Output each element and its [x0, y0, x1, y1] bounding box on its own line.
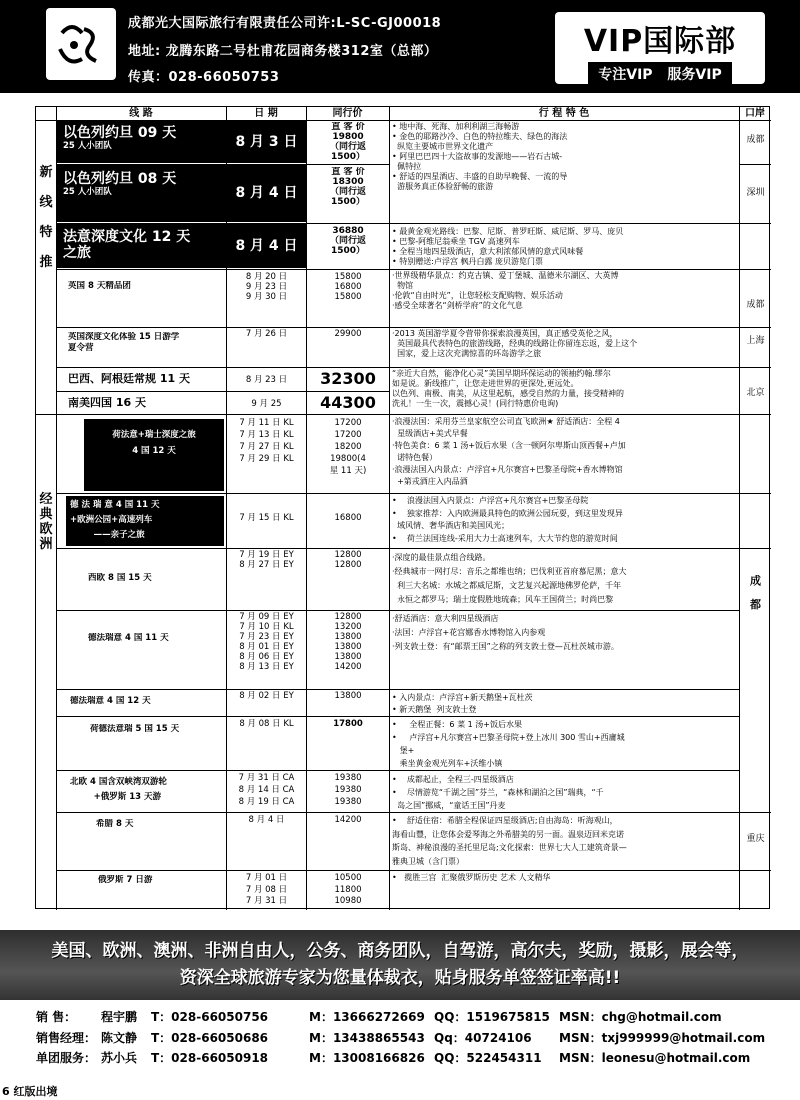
contact-name: 程宇鹏	[101, 1010, 138, 1024]
contact-msn[interactable]: MSN：chg@hotmail.com	[559, 1010, 722, 1024]
route-price: 直 客 价 18300 （同行返 1500）	[329, 167, 366, 207]
contact-qq: QQ：1519675815	[434, 1010, 550, 1024]
route-features: • 浪漫法国入内景点：卢浮宫+凡尔赛宫+巴黎圣母院 • 独家推荐：入内欧洲最具特色的欧洲公园玩耍，到这里发现异 域风情、奢华酒店和美国风光； • 荷兰法国连线-采用大力士高速列车，大大节约您的游览时间	[392, 496, 623, 543]
col-header-price: 同行价	[332, 108, 363, 119]
route-features: ·浪漫法国：采用芬兰皇家航空公司直飞欧洲★ 舒适酒店：全程 4 星级酒店+美式早餐 ·特色美食：6 菜 1 汤+饭后水果（含一顿阿尔卑斯山顶西餐+卢加 诺特色餐） ·浪漫法国入内景点：卢浮宫+凡尔赛宫+巴黎圣母院+香水博物馆 +第戎酒庄入内品酒	[392, 417, 626, 486]
route-name: 西欧 8 国 15 天	[88, 573, 152, 583]
route-price: 13800	[334, 691, 362, 701]
route-date: 7 月 09 日 EY 7 月 10 日 KL 7 月 23 日 EY 8 月 01 日 EY 8 月 06 日 EY 8 月 13 日 EY	[239, 612, 294, 672]
route-features: ·世界级精华景点：约克古镇、爱丁堡城、温德米尔湖区、大英博 物馆 ·伦敦“自由时光”，让您轻松支配购物、娱乐活动 ·感受全球著名“剑桥学府”的文化气息	[392, 271, 619, 310]
route-name: 北欧 4 国含双峡湾双游轮 +俄罗斯 13 天游	[70, 777, 167, 802]
route-price: 36880 （同行返 1500）	[329, 226, 366, 256]
route-port: 成都	[746, 135, 765, 145]
vip-title: VIP国际部	[583, 24, 737, 59]
route-price: 44300	[320, 393, 376, 412]
banner-line-2: 资深全球旅游专家为您量体裁衣，贴身服务单签签证率高!!	[179, 968, 621, 988]
company-address: 地址: 龙腾东路二号杜甫花园商务楼312室（总部）	[128, 44, 438, 59]
route-date: 8 月 08 日 KL	[239, 719, 294, 729]
route-name: 法意深度文化 12 天 之旅	[63, 229, 191, 261]
route-date: 7 月 01 日 7 月 08 日 7 月 31 日	[245, 873, 288, 906]
route-name: 德法瑞意 4 国 12 天	[70, 696, 151, 706]
route-price: 16800	[334, 513, 362, 523]
table-row	[84, 419, 224, 491]
vip-slogan: 专注VIP 服务VIP	[588, 62, 731, 86]
route-name: 巴西、阿根廷常规 11 天	[68, 373, 190, 384]
route-name: 荷德法意瑞 5 国 15 天	[90, 724, 180, 734]
route-date: 7 月 31 日 CA 8 月 14 日 CA 8 月 19 日 CA	[238, 773, 295, 807]
route-port: 深圳	[746, 188, 765, 198]
route-name: 希腊 8 天	[96, 819, 134, 829]
route-date: 7 月 15 日 KL	[239, 513, 294, 523]
contact-tel: T：028-66050686	[151, 1031, 269, 1045]
route-name: 俄罗斯 7 日游	[98, 875, 153, 885]
contact-tel: T：028-66050918	[151, 1051, 269, 1065]
contact-tel: T：028-66050756	[151, 1010, 269, 1024]
category-new-lines: 新 线 特 推	[39, 165, 53, 270]
route-features: • 最黄金观光路线：巴黎、尼斯、普罗旺斯、威尼斯、罗马、庞贝 • 巴黎-阿维尼翁乘坐 TGV 高速列车 • 全程当地四星级酒店，意大利浓郁风情的意式风味餐 • 特别赠送:卢浮宫 枫丹白露 庞贝游览门票	[392, 227, 624, 266]
contact-msn[interactable]: MSN：txj999999@hotmail.com	[559, 1031, 766, 1045]
route-sub: 25 人小团队	[63, 187, 112, 197]
route-price: 14200	[334, 815, 362, 825]
route-name: 南美四国 16 天	[68, 397, 146, 408]
company-license: 成都光大国际旅行有限责任公司许:L-SC-GJ00018	[128, 16, 442, 31]
route-name: 英国 8 天精品团	[68, 281, 131, 291]
route-features: ·2013 英国游学夏令营带你探索浪漫英国，真正感受英伦之风， 英国最具代表特色的旅游线路，经典的线路让你留连忘返，爱上这个 国家，爱上这次充满惊喜的环岛游学之旅	[392, 329, 638, 358]
company-fax: 传真：028-66050753	[128, 70, 280, 85]
contact-mobile: M：13438865543	[309, 1031, 425, 1045]
route-price: 直 客 价 19800 （同行返 1500）	[329, 122, 366, 162]
route-price: 17800	[333, 719, 363, 729]
contact-role: 销售经理：	[36, 1031, 97, 1045]
route-date: 8 月 4 日	[227, 224, 306, 268]
header-bar	[0, 0, 800, 93]
route-features: • 舒适住宿：希腊全程保证四星级酒店;自由海岛：听海观山， 海看山豐，让您体会爱琴海之外希腊美的另一面。温泉迈回米克诺 斯岛、神秘浪漫的圣托里尼岛;文化探索：世界七大人工建筑奇景— 雅典卫城（含门票）	[392, 816, 627, 866]
route-name: 以色列约旦 08 天	[63, 171, 177, 187]
route-sub: 25 人小团队	[63, 141, 112, 151]
logo-icon	[52, 15, 110, 73]
route-port: 重庆	[746, 834, 765, 844]
route-date: 8 月 4 日	[227, 165, 306, 222]
col-header-port: 口岸	[745, 108, 765, 119]
route-features: • 入内景点：卢浮宫+新天鹅堡+瓦杜茨 • 新天鹅堡 列支敦士登	[392, 693, 533, 714]
route-name: 德 法 瑞 意 4 国 11 天 +欧洲公园+高速列车 ——亲子之旅	[70, 500, 160, 540]
route-date: 9 月 25	[251, 399, 282, 409]
contact-qq: Qq：40724106	[434, 1031, 532, 1045]
route-price: 10500 11800 10980	[334, 873, 362, 906]
route-features: ·舒适酒店：意大利四星级酒店 ·法国：卢浮宫+花宫娜香水博物馆入内参观 ·列支敦士登：有“邮票王国”之称的列支敦士登—瓦杜茨城市游。	[392, 614, 619, 651]
route-name: 德法瑞意 4 国 11 天	[88, 633, 169, 643]
route-name: 英国深度文化体验 15 日游学 夏令营	[68, 332, 180, 353]
page-footer: 6 红版出境	[2, 1085, 58, 1098]
company-logo	[46, 8, 116, 80]
route-date: 7 月 26 日	[245, 329, 288, 339]
route-price: 12800 12800	[334, 550, 362, 570]
table-row	[57, 121, 226, 163]
route-price: 15800 16800 15800	[334, 272, 362, 302]
route-price: 32300	[320, 369, 376, 388]
col-header-date: 日 期	[254, 108, 278, 119]
route-features: “亲近大自然，能净化心灵”美国早期环保运动的领袖约翰.缪尔 如是说。新线推广，让您走进世界的更深处,更远处。 以色列、南极、南美，从这里起航，感受自然的力量，接受精神的 洗礼！一生一次，震撼心灵！(同行特惠价电询)	[392, 369, 624, 408]
route-port: 北京	[746, 388, 765, 398]
table-row	[57, 224, 226, 268]
contact-qq: QQ：522454311	[434, 1051, 542, 1065]
route-price: 19380 19380 19380	[334, 773, 362, 807]
tour-table	[35, 106, 770, 909]
contact-mobile: M：13666272669	[309, 1010, 425, 1024]
route-port: 成 都	[750, 575, 761, 611]
promo-banner	[0, 930, 800, 1000]
route-features: • 地中海、死海、加利利湖三海畅游 • 金色的耶路沙冷、白色的特拉维夫、绿色的海法 纵览主要城市世界文化遗产 • 阿里巴巴四十大盗故事的发源地——岩石古城- 佩特拉 • 舒适的四星酒店、丰盛的自助早晚餐、一流的导 游服务真正体验舒畅的旅游	[392, 122, 568, 191]
contact-msn[interactable]: MSN：leonesu@hotmail.com	[559, 1051, 751, 1065]
contact-role: 销 售：	[36, 1010, 77, 1024]
route-date: 7 月 11 日 KL 7 月 13 日 KL 7 月 27 日 KL 7 月 29 日 KL	[239, 418, 294, 464]
route-price: 29900	[334, 329, 362, 339]
table-row	[66, 496, 224, 546]
route-features: • 揽胜三宫 汇聚俄罗斯历史 艺术 人文精华	[392, 873, 551, 882]
col-header-route: 线 路	[129, 108, 153, 119]
col-header-features: 行 程 特 色	[538, 108, 590, 119]
route-features: • 成都起止，全程三-四星级酒店 • 尽情游览“千湖之国”芬兰，“森林和湖泊之国”瑞典，“千 岛之国”挪威，“童话王国”丹麦	[392, 775, 604, 810]
contact-row	[36, 1049, 750, 1066]
route-date: 8 月 3 日	[227, 121, 306, 163]
route-date: 7 月 19 日 EY 8 月 27 日 EY	[239, 550, 294, 570]
vip-badge	[555, 12, 765, 84]
contact-name: 苏小兵	[101, 1051, 138, 1065]
contact-role: 单团服务：	[36, 1051, 97, 1065]
route-port: 成都	[746, 300, 765, 310]
contact-mobile: M：13008166826	[309, 1051, 425, 1065]
route-features: ·深度的最佳景点组合线路。 ·经典城市一网打尽：音乐之都维也纳；巴伐利亚首府慕尼黑；意大 利三大名城：水城之都威尼斯，文艺复兴起源地佛罗伦萨，千年 永恒之都罗马；瑞士度假胜地琉森；风车王国荷兰；时尚巴黎	[392, 553, 627, 604]
route-price: 17200 17200 18200 19800(4 星 11 天)	[329, 418, 367, 476]
route-date: 8 月 4 日	[248, 815, 285, 825]
banner-line-1: 美国、欧洲、澳洲、非洲自由人，公务、商务团队，自驾游，高尔夫，奖励，摄影，展会等，	[51, 941, 749, 961]
contact-row	[36, 1029, 765, 1046]
table-row	[57, 165, 226, 222]
route-date: 8 月 02 日 EY	[239, 691, 294, 701]
route-features: • 全程正餐：6 菜 1 汤+饭后水果 • 卢浮宫+凡尔赛宫+巴黎圣母院+登上冰川 300 雪山+西庸城 堡+ 乘坐黄金观光列车+沃维小镇	[392, 720, 625, 768]
route-date: 8 月 23 日	[245, 375, 288, 385]
route-name: 荷法意+瑞士深度之旅 4 国 12 天	[112, 430, 196, 456]
category-classic-europe: 经 典 欧 洲	[39, 492, 53, 552]
route-date: 8 月 20 日 9 月 23 日 9 月 30 日	[245, 272, 288, 302]
contact-name: 陈文静	[101, 1031, 138, 1045]
route-price: 12800 13200 13800 13800 13800 14200	[334, 612, 362, 672]
contact-row	[36, 1008, 722, 1025]
route-name: 以色列约旦 09 天	[63, 125, 177, 141]
route-port: 上海	[746, 336, 765, 346]
